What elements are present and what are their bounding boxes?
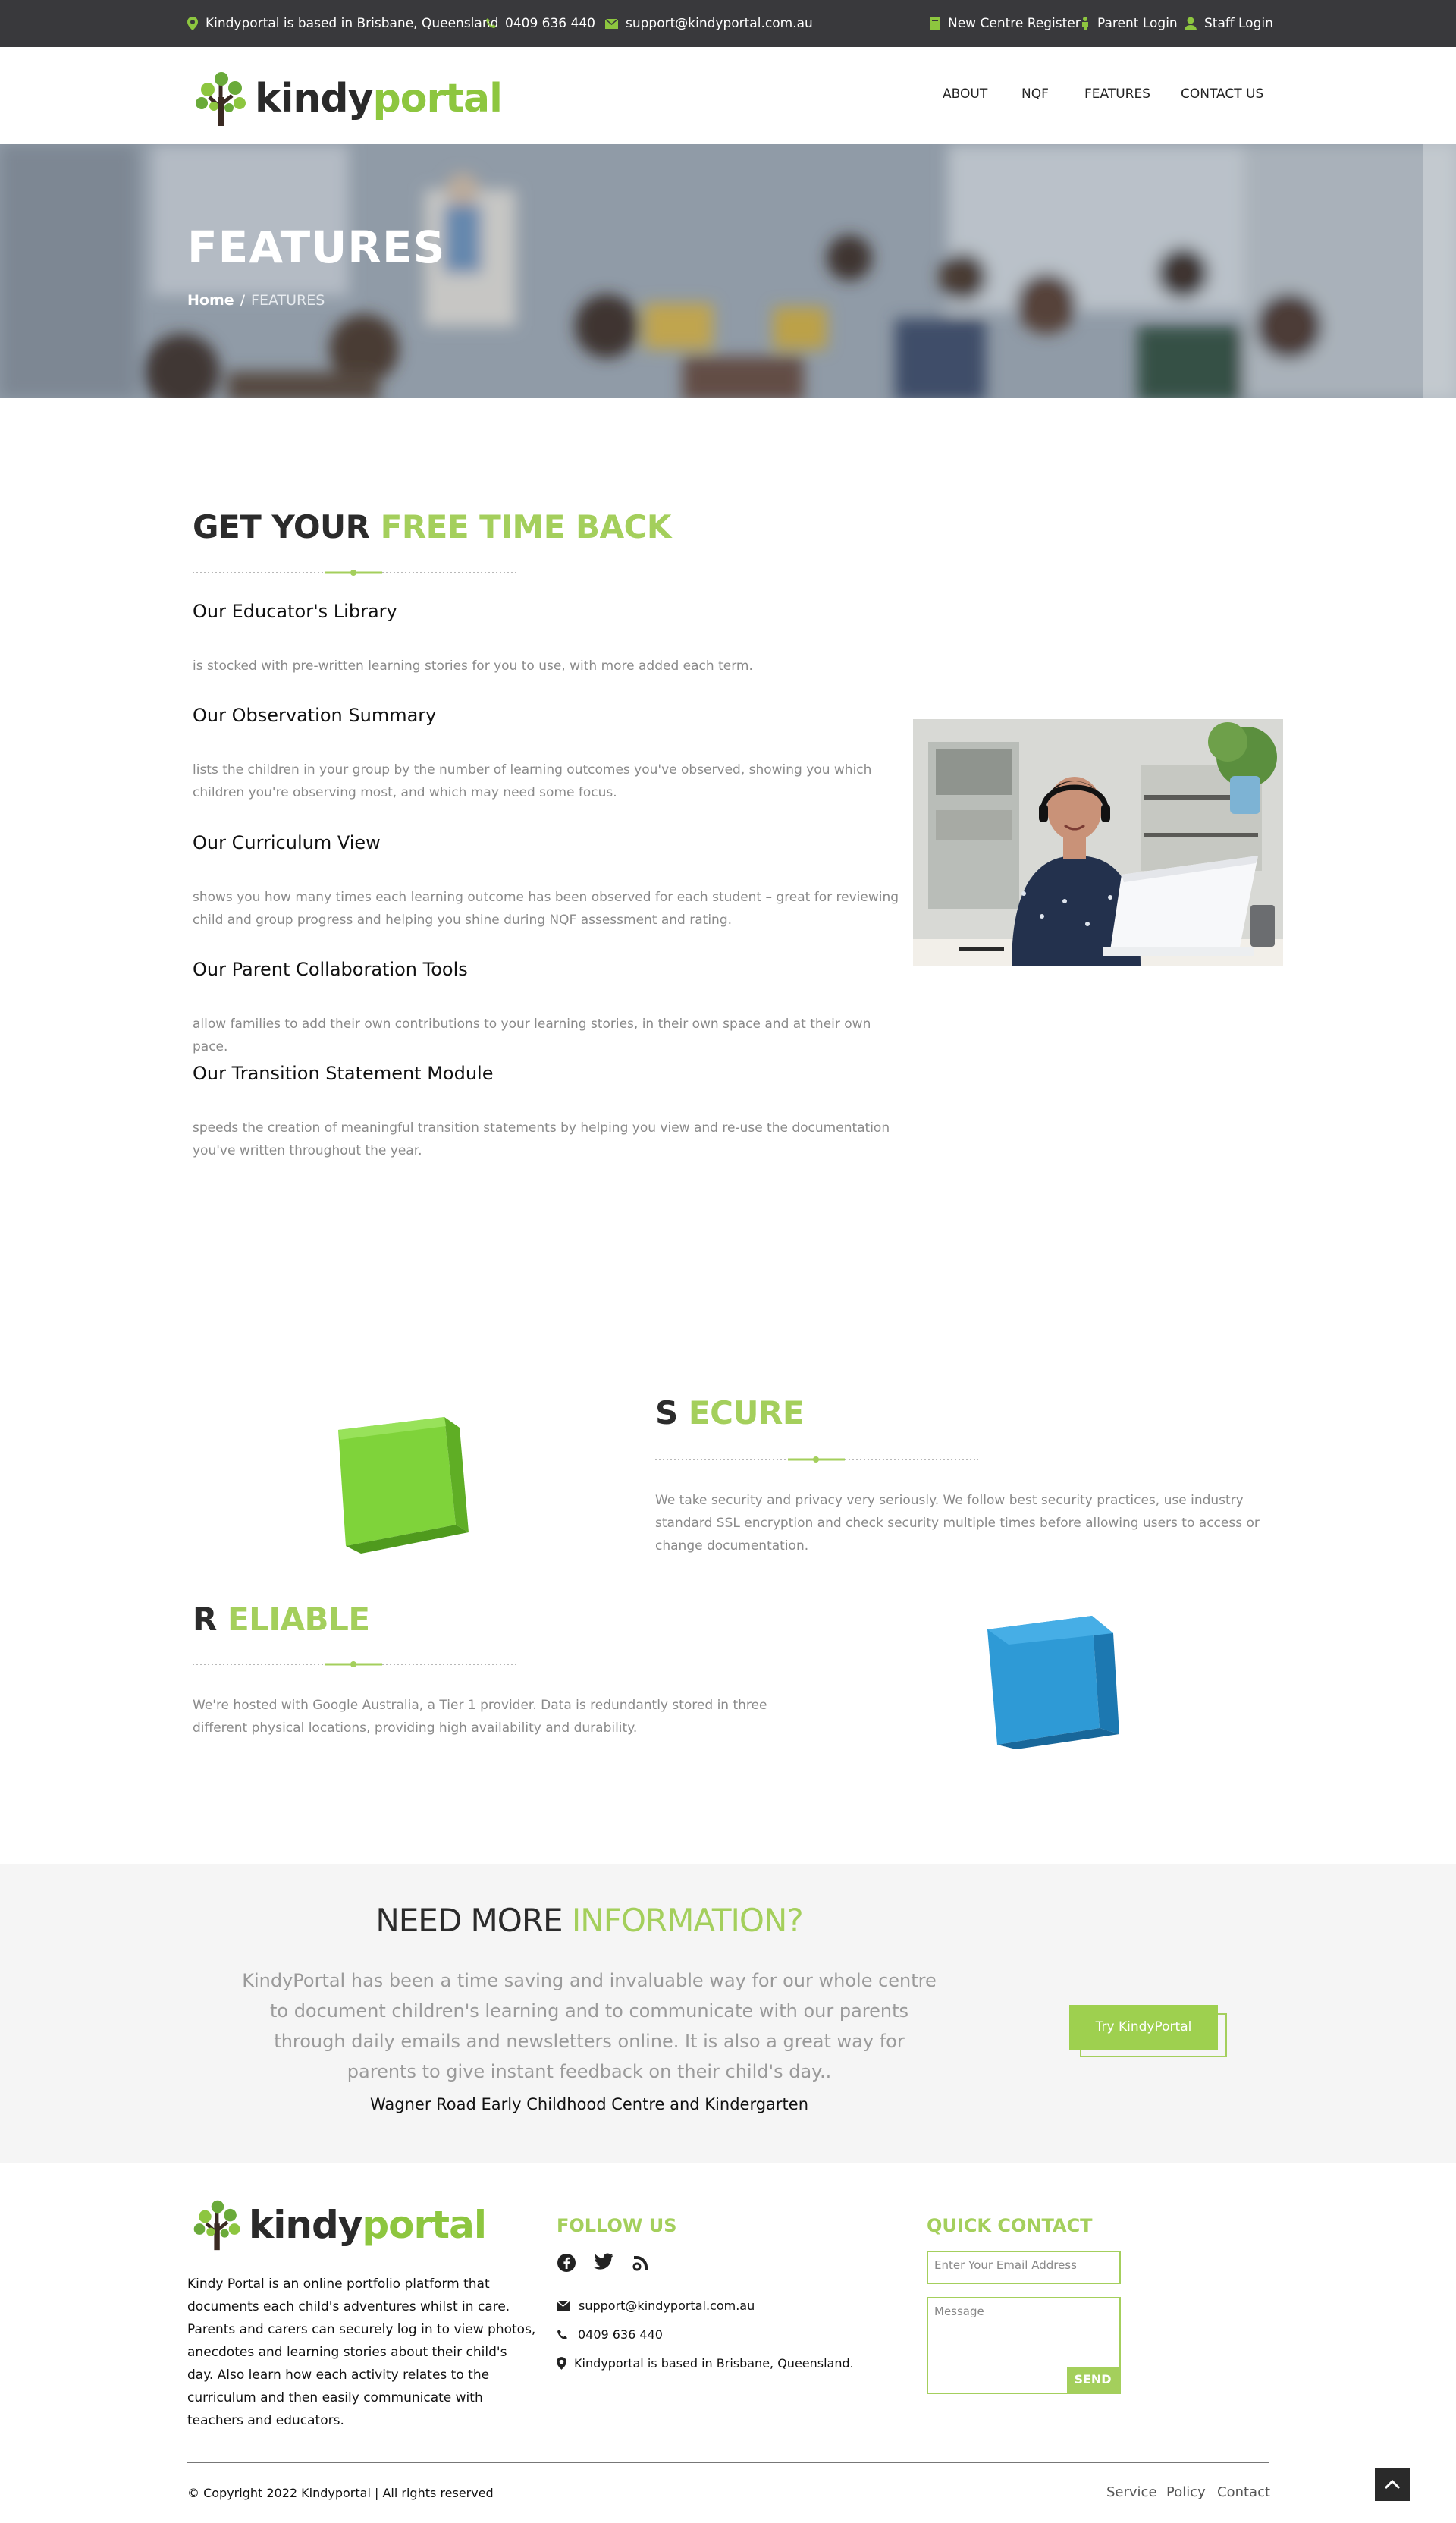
logo-word-kindy: kindy [255,76,373,121]
reliable-text: We're hosted with Google Australia, a Tier 1 provider. Data is redundantly stored in three different physical locations, providing high availability and durability. [193,1698,767,1736]
footer-location [557,2356,854,2371]
breadcrumb-separator: / [240,292,246,309]
secure-text: We take security and privacy very seriously. We follow best security practices, use industry standard SSL encryption and check security multiple times before allowing users to access or change documentation. [655,1493,1260,1554]
copyright-text: © Copyright 2022 Kindyportal | All rights reserved [187,2486,494,2500]
top-bar [0,0,1456,47]
footer-logo[interactable] [191,2196,486,2254]
staff-login-link[interactable] [1185,0,1273,47]
parent-login-link[interactable] [1081,0,1178,47]
send-button[interactable]: SEND [1067,2367,1119,2393]
footer-divider [187,2462,1269,2463]
reliable-heading-divider [193,1659,516,1670]
features-heading [193,508,671,545]
nav-contact-us[interactable]: CONTACT US [1181,86,1264,102]
secure-heading [655,1394,804,1431]
back-to-top-button[interactable] [1375,2468,1410,2501]
breadcrumb-home[interactable]: Home [187,292,234,309]
footer-link-service[interactable]: Service [1106,2484,1157,2500]
footer-link-policy[interactable]: Policy [1166,2484,1206,2500]
info-heading-green: INFORMATION? [571,1902,803,1939]
bookmark-icon [930,17,940,30]
footer-phone-text: 0409 636 440 [578,2327,663,2342]
info-heading-dark: NEED MORE [375,1902,563,1939]
topbar-location-text: Kindyportal is based in Brisbane, Queensland [206,16,499,31]
reliable-heading-letter: R [193,1601,217,1638]
feature-title-5: Our Transition Statement Module [193,1063,494,1084]
breadcrumb-current: FEATURES [251,292,325,309]
footer-about-text: Kindy Portal is an online portfolio platform that documents each child's adventures whilst in care. Parents and carers can securely log in to view photos, anecdotes and learning stories about their child's day. Also learn how each activity relates to the curriculum and then easily communicate with teachers and educators. [187,2276,536,2428]
green-block-image [331,1411,475,1555]
features-heading-dark: GET YOUR [193,508,370,545]
nav-about[interactable]: ABOUT [943,86,988,102]
logo-word-portal: portal [372,76,502,121]
feature-title-3: Our Curriculum View [193,832,381,853]
new-centre-register-link[interactable] [930,0,1081,47]
footer-location-pin-icon [557,2357,566,2370]
nav-nqf[interactable]: NQF [1021,86,1049,102]
footer-email-text: support@kindyportal.com.au [579,2298,755,2313]
main-nav [0,47,1456,144]
mail-icon [605,19,618,29]
page-title: FEATURES [187,222,446,273]
blue-block-image [978,1607,1130,1751]
chevron-up-icon [1384,2479,1401,2490]
secure-heading-rest: ECURE [688,1394,805,1431]
parent-figure-icon [1081,17,1090,30]
feature-text-2: lists the children in your group by the number of learning outcomes you've observed, showing you which children you're observing most, and which may need some focus. [193,762,872,800]
facebook-icon[interactable] [557,2253,576,2273]
parent-login-label: Parent Login [1097,16,1178,31]
topbar-location [187,0,498,47]
footer-mail-icon [557,2301,570,2311]
nav-features[interactable]: FEATURES [1084,86,1151,102]
features-heading-green: FREE TIME BACK [380,508,671,545]
twitter-icon[interactable] [593,2253,614,2271]
quick-contact-heading: QUICK CONTACT [927,2215,1093,2236]
feature-title-2: Our Observation Summary [193,705,437,726]
topbar-phone-text: 0409 636 440 [505,16,595,31]
footer-phone[interactable] [557,2327,663,2342]
breadcrumb [187,292,325,309]
feature-title-1: Our Educator's Library [193,601,397,622]
new-centre-register-label: New Centre Register [948,16,1081,31]
footer-logo-word-kindy: kindy [249,2203,362,2247]
social-links [557,2253,651,2273]
staff-login-label: Staff Login [1204,16,1273,31]
feature-text-1: is stocked with pre-written learning stories for you to use, with more added each term. [193,658,753,674]
features-heading-divider [193,567,516,578]
feature-text-3: shows you how many times each learning outcome has been observed for each student – great for reviewing child and group progress and helping you shine during NQF assessment and rating. [193,890,899,928]
reliable-heading-rest: ELIABLE [227,1601,370,1638]
quick-contact-message-input[interactable]: Message [927,2297,1121,2394]
site-header [0,47,1456,144]
reliable-heading [193,1601,370,1638]
secure-heading-divider [655,1454,978,1465]
phone-icon [485,17,497,30]
footer-logo-wordmark [249,2203,486,2247]
testimonial-quote: KindyPortal has been a time saving and invaluable way for our whole centre to document children's learning and to communicate with our parents through daily emails and newsletters online. It is also a great way for parents to give instant feedback on their child's day.. [242,1970,937,2082]
footer-email[interactable] [557,2298,755,2313]
user-icon [1185,17,1197,30]
feature-title-4: Our Parent Collaboration Tools [193,959,468,980]
footer-phone-icon [557,2329,569,2341]
blog-icon[interactable] [631,2253,651,2273]
footer-location-text: Kindyportal is based in Brisbane, Queensland. [574,2356,854,2371]
feature-text-4: allow families to add their own contributions to your learning stories, in their own space and at their own pace. [193,1016,871,1054]
footer-tree-logo-icon [191,2196,244,2254]
location-pin-icon [187,17,198,30]
testimonial-author: Wagner Road Early Childhood Centre and Kindergarten [369,2095,809,2113]
follow-us-heading: FOLLOW US [557,2215,677,2236]
topbar-phone[interactable] [485,0,595,47]
feature-text-5: speeds the creation of meaningful transition statements by helping you view and re-use the documentation you've written throughout the year. [193,1120,890,1158]
try-kindyportal-button[interactable]: Try KindyPortal [1069,2005,1218,2050]
footer-link-contact[interactable]: Contact [1217,2484,1271,2500]
footer-logo-word-portal: portal [362,2203,486,2247]
educator-photo [913,719,1283,966]
info-heading [0,1902,1178,1939]
quick-contact-email-input[interactable]: Enter Your Email Address [927,2251,1121,2284]
secure-heading-letter: S [655,1394,678,1431]
topbar-email-text: support@kindyportal.com.au [626,16,813,31]
topbar-email[interactable] [605,0,813,47]
